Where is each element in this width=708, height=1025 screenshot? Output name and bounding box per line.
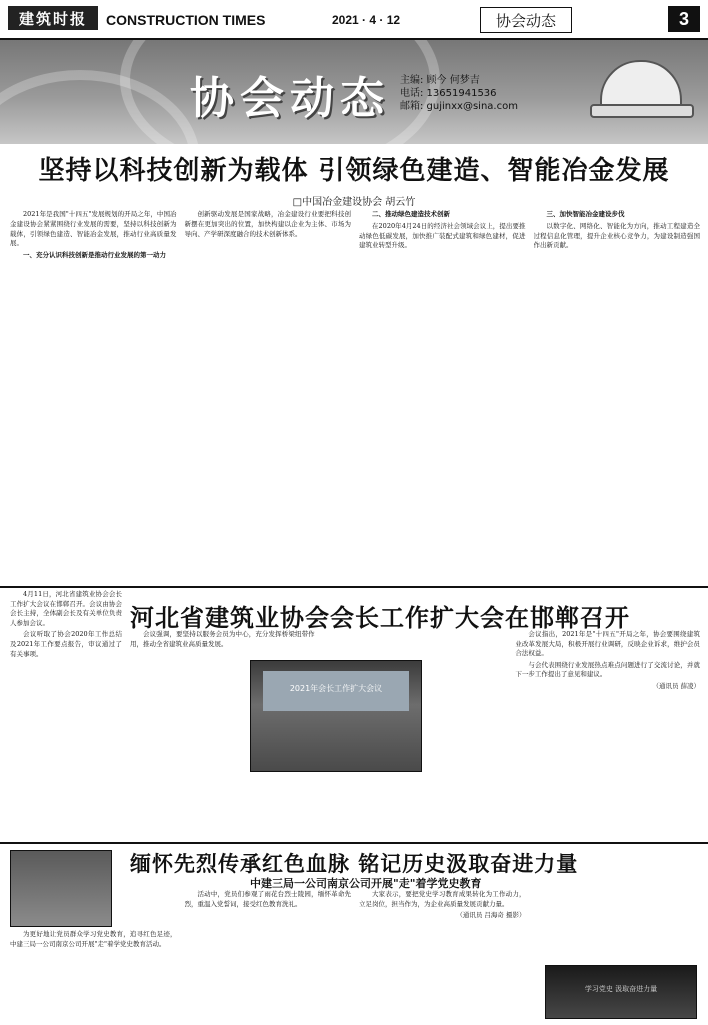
group-photo [545,965,697,1019]
article2-paragraph: 与会代表围绕行业发展热点难点问题进行了交流讨论，并就下一步工作提出了意见和建议。 [515,660,701,679]
article3-credit: （通讯员 吕海奇 摄影） [456,911,526,920]
article2-headline: 河北省建筑业协会会长工作扩大会在邯郸召开 [130,604,630,632]
article1-headline: 坚持以科技创新为载体 引领绿色建造、智能冶金发展 [38,156,670,186]
article3-headline: 缅怀先烈传承红色血脉 铭记历史汲取奋进力量 [130,852,579,876]
article1-column [10,210,177,585]
article1-paragraph: 在2020年4月24日的经济社会领域会议上，提出要推动绿色低碳发展，加快推广装配式建筑和绿色建材，促进建筑业转型升级。 [359,221,526,250]
article1-subhead: 一、充分认识科技创新是推动行业发展的第一动力 [23,251,166,260]
article1-body [10,210,700,585]
article1-subhead: 三、加快智能冶金建设步伐 [546,210,625,218]
article2-left-column [10,590,122,840]
article3-paragraph: 活动中，党员们参观了雨花台烈士陵园，缅怀革命先烈，重温入党誓词，接受红色教育洗礼。 [184,890,351,908]
article2-paragraph: 会议听取了协会2020年工作总结及2021年工作要点报告，审议通过了有关事项。 [10,630,122,658]
article3-paragraph: 大家表示，要把党史学习教育成果转化为工作动力，立足岗位，担当作为，为企业高质量发展贡献力量。 [359,890,526,908]
article3-paragraph: 为更好地让党员群众学习党史教育，追寻红色足迹，中建三局一公司南京公司开展"走"着学党史教育活动。 [10,930,177,948]
article1-column [534,210,701,585]
editor-phone: 电话: 13651941536 [400,88,497,99]
editor-info [400,74,518,113]
section-name: 协会动态 [480,7,572,33]
newspaper-english-name: CONSTRUCTION TIMES [106,12,266,28]
article3-subtitle: 中建三局一公司南京公司开展"走"着学党史教育 [250,877,482,890]
banner-title: 协会动态 [190,73,390,124]
article2-credit: （通讯员 薛凌） [652,681,701,690]
article1-paragraph: 2021年是我国"十四五"发展规划的开局之年，中国冶金建设协会紧紧围绕行业发展的需要，坚持以科技创新为载体，引领绿色建造、智能冶金发展，推动行业高质量发展。 [10,210,177,248]
article3-column [359,890,526,1020]
article1-column [185,210,352,585]
article2-column [515,630,700,835]
article1-paragraph: 创新驱动发展是国家战略，冶金建设行业要把科技创新摆在更加突出的位置，加快构建以企业为主体、市场为导向、产学研深度融合的技术创新体系。 [184,210,351,238]
article1-subhead: 二、推动绿色建造技术创新 [372,210,450,218]
editor-email: 邮箱: gujinxx@sina.com [400,101,518,112]
article2-paragraph: 会议强调，要坚持以服务会员为中心，充分发挥桥梁纽带作用，推动全省建筑业高质量发展。 [130,630,315,648]
article1-paragraph: 以数字化、网络化、智能化为方向，推动工程建造全过程信息化管理，提升企业核心竞争力，为建设制造强国作出新贡献。 [533,221,700,250]
divider [0,586,708,588]
meeting-photo [250,660,422,772]
masthead [0,0,708,40]
newspaper-logo: 建筑时报 [8,6,98,30]
group-photo-caption: 学习党史 汲取奋进力量 [584,985,658,993]
article3-column [185,890,352,1020]
meeting-photo-caption: 2021年会长工作扩大会议 [289,684,383,693]
article2-paragraph: 会议指出，2021年是"十四五"开局之年，协会要围绕建筑业改革发展大局，积极开展行业调研，反映企业诉求，维护会员合法权益。 [515,630,701,658]
issue-date: 2021 · 4 · 12 [332,13,401,27]
helmet-brim-icon [590,104,694,118]
editor-names: 主编: 顾今 何梦吉 [400,75,480,86]
article1-byline: □中国冶金建设协会 胡云竹 [292,197,416,208]
article2-paragraph: 4月11日，河北省建筑业协会会长工作扩大会议在邯郸召开。会议由协会会长主持，全体副会长及有关单位负责人参加会议。 [10,590,122,627]
article1-column [359,210,526,585]
section-banner [0,40,708,144]
article3-column [10,890,177,1020]
page-number: 3 [668,6,700,32]
